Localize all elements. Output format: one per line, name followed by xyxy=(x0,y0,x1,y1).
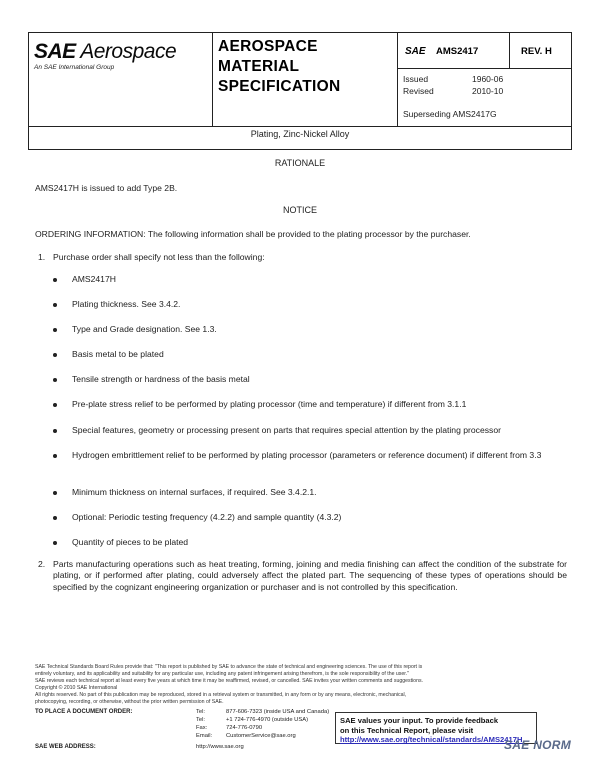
bullet-item: Type and Grade designation. See 1.3. xyxy=(72,324,217,334)
sae-mini-logo: SAE xyxy=(405,46,426,57)
rationale-heading: RATIONALE xyxy=(274,158,326,168)
title-line-3: SPECIFICATION xyxy=(218,78,341,95)
fax-value: 724-776-0790 xyxy=(226,725,263,731)
bullet-item: Special features, geometry or processing present on parts that requires special attention by the plating processor xyxy=(72,425,501,435)
tel-value[interactable]: 877-606-7323 (inside USA and Canada) xyxy=(226,709,330,715)
bullet-item: Minimum thickness on internal surfaces, if required. See 3.4.2.1. xyxy=(72,487,317,497)
item-1-number: 1. xyxy=(38,252,46,262)
bullet-item: Optional: Periodic testing frequency (4.2.2) and sample quantity (4.3.2) xyxy=(72,512,342,522)
feedback-line-1: SAE values your input. To provide feedback xyxy=(340,716,499,725)
email-link[interactable]: CustomerService@sae.org xyxy=(226,733,296,739)
bullet-dot xyxy=(53,541,57,545)
feedback-link[interactable]: http://www.sae.org/technical/standards/AMS2417H xyxy=(340,735,523,745)
fine-print-line: SAE Technical Standards Board Rules provide that: "This report is published by SAE to advance the state of technical and engineering sciences. The use of this report is xyxy=(35,664,423,670)
bullet-dot xyxy=(53,491,57,495)
rationale-text: AMS2417H is issued to add Type 2B. xyxy=(35,183,178,193)
header-divider-1 xyxy=(212,32,213,126)
item-2-text: Parts manufacturing operations such as heat treating, forming, joining and media finishing can affect the condition of the substrate for plating, or if performed after plating, could adversely affect the plated part. The sequencing of these types of operations should be specified by the cognizant engineering organization or purchaser and is not controlled by this specification. xyxy=(53,559,567,592)
superseding: Superseding AMS2417G xyxy=(403,109,497,119)
ordering-information: ORDERING INFORMATION: The following information shall be provided to the plating processor by the purchaser. xyxy=(35,229,471,239)
item-1-text: Purchase order shall specify not less than the following: xyxy=(53,252,265,262)
notice-heading: NOTICE xyxy=(282,205,317,215)
revised-label: Revised xyxy=(403,86,434,96)
bullet-dot xyxy=(53,516,57,520)
email-label: Email: xyxy=(196,733,213,739)
doc-number: AMS2417 xyxy=(436,46,479,57)
issued-label: Issued xyxy=(403,74,429,84)
header-divider-3 xyxy=(509,32,510,68)
fine-print-line: All rights reserved. No part of this publication may be reproduced, stored in a retrieval system or transmitted, in any form or by any means, electronic, mechanical, xyxy=(35,692,407,698)
logo-tagline: An SAE International Group xyxy=(34,64,115,71)
bullet-item: AMS2417H xyxy=(72,274,116,284)
fine-print-line: photocopying, recording, or otherwise, without the prior written permission of SAE. xyxy=(35,699,224,705)
document-subject: Plating, Zinc-Nickel Alloy xyxy=(250,129,350,139)
bullet-dot xyxy=(53,328,57,332)
bullet-item: Tensile strength or hardness of the basis metal xyxy=(72,374,250,384)
fine-print-line: Copyright © 2010 SAE International xyxy=(35,685,118,691)
header-divider-2 xyxy=(397,32,398,126)
fax-label: Fax: xyxy=(196,725,208,731)
fine-print-line: SAE reviews each technical report at least every five years at which time it may be reaffirmed, revised, or cancelled. SAE invites your written comments and suggestions. xyxy=(35,678,423,684)
title-line-2: MATERIAL xyxy=(218,58,300,75)
fine-print-line: entirely voluntary, and its applicability and suitability for any particular use, including any patent infringement arising therefrom, is the sole responsibility of the user." xyxy=(35,671,409,677)
bullet-item: Quantity of pieces to be plated xyxy=(72,537,189,547)
bullet-dot xyxy=(53,378,57,382)
header-rule-2 xyxy=(28,126,572,127)
tel-2-label: Tel: xyxy=(196,717,206,723)
sae-aerospace-logo: SAE Aerospace xyxy=(34,40,177,63)
issued-value: 1960-06 xyxy=(472,74,504,84)
bullet-item: Basis metal to be plated xyxy=(72,349,164,359)
bullet-item: Hydrogen embrittlement relief to be performed by plating processor (parameters or reference document) if different from 3.3 xyxy=(72,450,542,460)
bullet-dot xyxy=(53,353,57,357)
bullet-dot xyxy=(53,403,57,407)
header-rule-1 xyxy=(397,68,572,69)
feedback-line-2: on this Technical Report, please visit xyxy=(340,725,474,735)
sae-norm-watermark: SAE NORM xyxy=(504,738,572,752)
bullet-dot xyxy=(53,303,57,307)
bullet-dot xyxy=(53,454,57,458)
order-heading: TO PLACE A DOCUMENT ORDER: xyxy=(35,709,133,715)
tel-2-value[interactable]: +1 724-776-4970 (outside USA) xyxy=(226,717,309,723)
item-2-number: 2. xyxy=(38,559,46,569)
web-heading: SAE WEB ADDRESS: xyxy=(35,744,96,750)
web-link[interactable]: http://www.sae.org xyxy=(196,744,244,750)
revised-value: 2010-10 xyxy=(472,86,504,96)
bullet-dot xyxy=(53,429,57,433)
bullet-item: Pre-plate stress relief to be performed by plating processor (time and temperature) if different from 3.1.1 xyxy=(72,399,467,409)
title-line-1: AEROSPACE xyxy=(218,38,318,55)
bullet-dot xyxy=(53,278,57,282)
tel-label: Tel: xyxy=(196,709,206,715)
bullet-item: Plating thickness. See 3.4.2. xyxy=(72,299,181,309)
revision: REV. H xyxy=(521,46,552,57)
